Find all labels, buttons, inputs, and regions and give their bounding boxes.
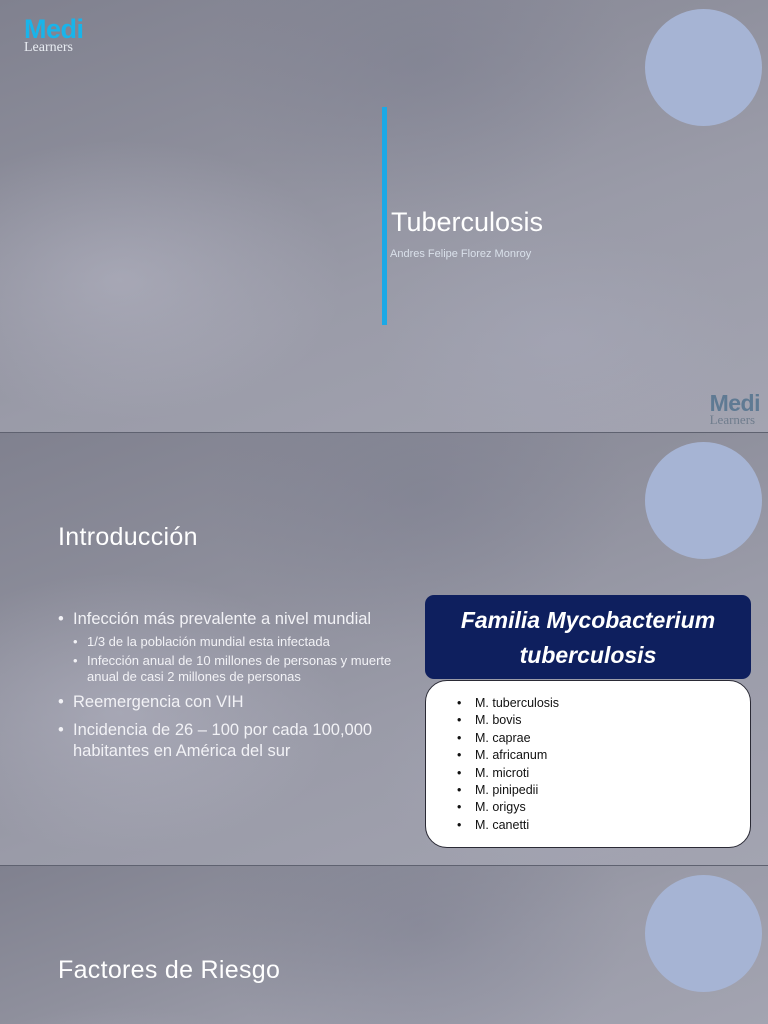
medilearners-logo [24, 16, 84, 55]
sub-bullet-item: • 1/3 de la población mundial esta infectada [73, 634, 393, 650]
bullet-item [58, 692, 393, 713]
slide-heading: Introducción [58, 523, 198, 551]
logo-learners-text: Learners [24, 40, 73, 55]
accent-bar [382, 107, 387, 325]
presentation-title: Tuberculosis [391, 207, 544, 237]
species-list [426, 681, 750, 834]
family-title-line2: tuberculosis [519, 642, 657, 668]
species-item: • M. origys [457, 799, 750, 816]
species-item: • M. microti [457, 765, 750, 782]
species-item: • M. pinipedii [457, 782, 750, 799]
species-item: • M. africanum [457, 747, 750, 764]
bullet-text: Infección más prevalente a nivel mundial [73, 610, 372, 628]
family-title-line1: Familia Mycobacterium [460, 607, 716, 633]
slide-title [0, 0, 768, 432]
species-item: • M. canetti [457, 817, 750, 834]
logo-medi-text: Medi [24, 14, 84, 44]
bullet-text: Incidencia de 26 – 100 por cada 100,000 habitantes en América del sur [73, 721, 373, 760]
watermark-learners-text: Learners [709, 412, 756, 427]
watermark-medi-text: Medi [709, 390, 760, 416]
presentation-author: Andres Felipe Florez Monroy [390, 248, 532, 260]
species-item: • M. caprae [457, 730, 750, 747]
bullet-item [58, 609, 393, 685]
species-item: • M. bovis [457, 712, 750, 729]
slide-factores-de-riesgo [0, 866, 768, 1024]
slide-introduccion [0, 433, 768, 865]
species-item: • M. tuberculosis [457, 695, 750, 712]
decorative-circle [645, 875, 762, 992]
decorative-circle [645, 9, 762, 126]
family-box-list [425, 680, 751, 848]
bullet-item [58, 720, 393, 762]
bullet-list [58, 609, 393, 769]
sub-bullet-list [73, 634, 393, 685]
decorative-circle [645, 442, 762, 559]
medilearners-watermark [710, 392, 760, 426]
slide-heading: Factores de Riesgo [58, 956, 281, 984]
family-box-header [425, 595, 751, 679]
bullet-text: Reemergencia con VIH [73, 693, 244, 711]
sub-bullet-item: • Infección anual de 10 millones de personas y muerte anual de casi 2 millones de personas [73, 653, 393, 685]
